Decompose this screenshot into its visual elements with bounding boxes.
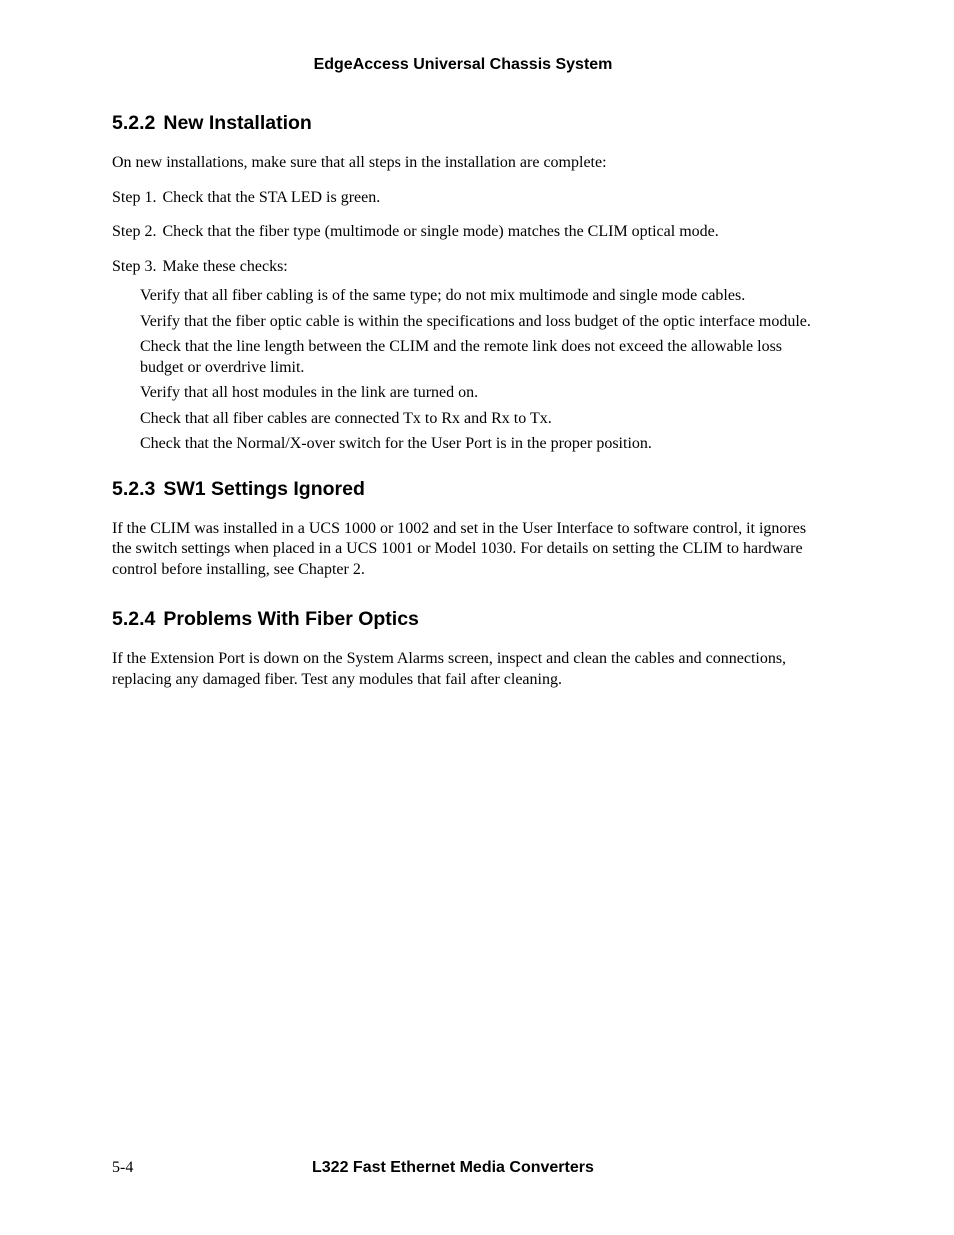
check-item: Verify that all fiber cabling is of the same type; do not mix multimode and single mode cables. xyxy=(140,287,746,304)
body-paragraph: If the Extension Port is down on the System Alarms screen, inspect and clean the cables and connections, replacing any damaged fiber. Test any modules that fail after cleaning. xyxy=(112,650,787,688)
body-paragraph: If the CLIM was installed in a UCS 1000 or 1002 and set in the User Interface to software control, it ignores the switch settings when placed in a UCS 1001 or Model 1030. For details on setting the CLIM to hardware control before installing, see Chapter 2. xyxy=(112,519,807,578)
section-heading xyxy=(112,111,812,135)
section-number: 5.2.4 xyxy=(112,608,156,630)
check-item: Check that the Normal/X-over switch for the User Port is in the proper position. xyxy=(140,435,652,452)
step-3 xyxy=(112,257,812,278)
running-footer xyxy=(112,1158,812,1180)
section-sw1-settings xyxy=(112,477,812,581)
check-item: Check that the line length between the CLIM and the remote link does not exceed the allowable loss budget or overdrive limit. xyxy=(140,338,783,376)
section-title: SW1 Settings Ignored xyxy=(163,477,365,500)
check-item: Verify that all host modules in the link are turned on. xyxy=(140,384,479,401)
section-title: New Installation xyxy=(163,112,312,134)
step-text: Check that the fiber type (multimode or single mode) matches the CLIM optical mode. xyxy=(162,223,719,240)
section-heading xyxy=(112,477,812,501)
running-header: EdgeAccess Universal Chassis System xyxy=(313,56,613,73)
checks-list xyxy=(112,286,812,455)
step-label: Step 2. xyxy=(112,223,157,240)
section-title: Problems With Fiber Optics xyxy=(163,608,419,630)
page-content xyxy=(112,111,812,690)
check-item: Verify that the fiber optic cable is within the specifications and loss budget of the optic interface module. xyxy=(140,312,811,330)
intro-paragraph: On new installations, make sure that all steps in the installation are complete: xyxy=(112,154,607,171)
section-number: 5.2.3 xyxy=(112,477,156,500)
step-label: Step 3. xyxy=(112,257,157,275)
page-number: 5-4 xyxy=(112,1159,134,1176)
step-text: Check that the STA LED is green. xyxy=(162,188,381,206)
step-text: Make these checks: xyxy=(162,257,288,275)
check-item: Check that all fiber cables are connected Tx to Rx and Rx to Tx. xyxy=(140,409,552,427)
step-1 xyxy=(112,188,812,209)
section-heading xyxy=(112,607,812,631)
section-fiber-optics xyxy=(112,607,812,690)
step-2 xyxy=(112,222,812,243)
section-new-installation xyxy=(112,111,812,455)
footer-title: L322 Fast Ethernet Media Converters xyxy=(312,1159,594,1176)
step-label: Step 1. xyxy=(112,188,157,206)
section-number: 5.2.2 xyxy=(112,112,156,134)
